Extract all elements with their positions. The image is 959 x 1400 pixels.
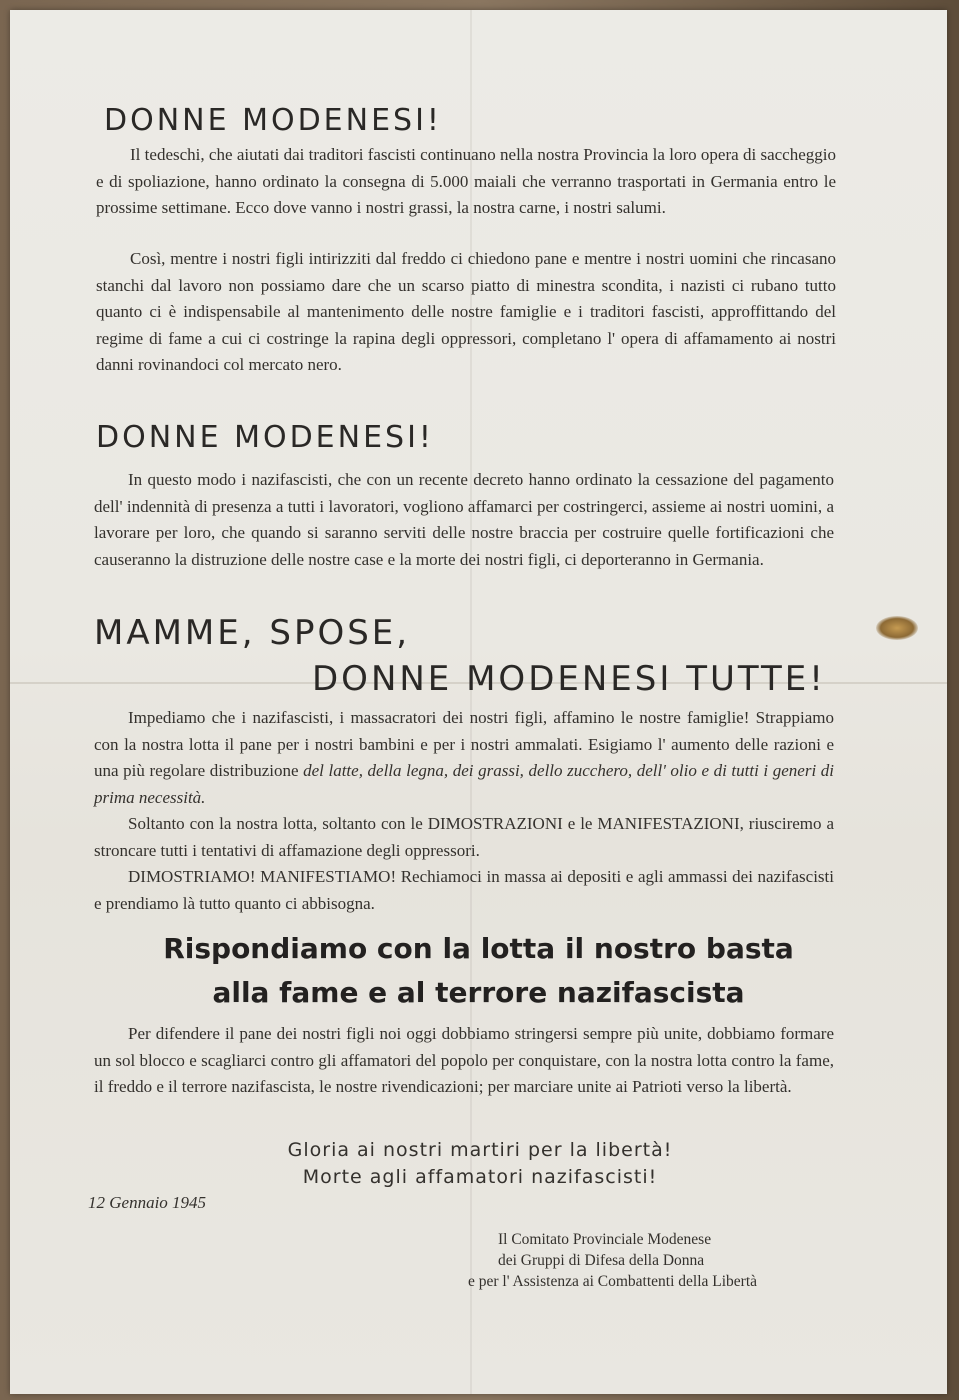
signature-line-1: Il Comitato Provinciale Modenese [498,1231,712,1248]
slogan-morte: Morte agli affamatori nazifascisti! [302,1166,658,1188]
heading-mamme-spose: MAMME, SPOSE, [94,613,411,653]
paragraph-6: DIMOSTRIAMO! MANIFESTIAMO! Rechiamoci in massa ai depositi e agli ammassi dei nazifascisti e prendiamo là tutto quanto ci abbisogna. [94,867,834,913]
banner-line-2: alla fame e al terrore nazifascista [212,976,745,1009]
banner-line-1: Rispondiamo con la lotta il nostro basta [163,932,794,965]
paragraph-3: In questo modo i nazifascisti, che con un recente decreto hanno ordinato la cessazione del pagamento dell' indennità di presenza a tutti i lavoratori, vogliono affamarci per costringerci, assieme ai nostri uomini, a lavorare per loro, che quando si saranno serviti delle nostre braccia per costruire quelle fortificazioni che causeranno la distruzione delle nostre case e la morte dei nostri figli, ci deporteranno in Germania. [94,470,834,569]
paragraph-4-text: Impediamo che i nazifascisti, i massacratori dei nostri figli, affamino le nostre famiglie! Strappiamo con la nostra lotta il pane per i nostri bambini e per i nostri ammalati. Esigiamo l' aumento delle razioni e una più regolare distribuzione [94,708,834,780]
signature-line-2: dei Gruppi di Difesa della Donna [498,1252,705,1269]
date: 12 Gennaio 1945 [88,1193,207,1212]
signature-block [468,1229,848,1292]
paper-damage-hole [876,616,918,640]
paragraph-2: Così, mentre i nostri figli intirizziti dal freddo ci chiedono pane e mentre i nostri uomini che rincasano stanchi dal lavoro non possiamo dare che un scarso piatto di minestra scondita, i nazisti ci rubano tutto quanto ci è indispensabile al mantenimento delle nostre famiglie e i traditori fascisti, approffittando del regime di fame a cui ci costringe la rapina degli oppressori, completano l' opera di affamamento ai nostri danni rovinandoci col mercato nero. [96,249,836,374]
paragraph-1: Il tedeschi, che aiutati dai traditori fascisti continuano nella nostra Provincia la loro opera di saccheggio e di spoliazione, hanno ordinato la consegna di 5.000 maiali che verranno trasportati in Germania entro le prossime settimane. Ecco dove vanno i nostri grassi, la nostra carne, i nostri salumi. [96,145,836,217]
paragraph-4 [94,705,834,811]
paragraph-4-italic: del latte, della legna, dei grassi, dello zucchero, dell' olio e di tutti i generi di prima necessità. [94,761,834,807]
paragraph-5: Soltanto con la nostra lotta, soltanto con le DIMOSTRAZIONI e le MANIFESTAZIONI, riusciremo a stroncare tutti i tentativi di affamazione degli oppressori. [94,814,834,860]
heading-donne-modenesi-tutte: DONNE MODENESI TUTTE! [312,659,826,699]
heading-donne-modenesi-1: DONNE MODENESI! [104,103,442,138]
closing-paragraph: Per difendere il pane dei nostri figli noi oggi dobbiamo stringersi sempre più unite, dobbiamo formare un sol blocco e scagliarci contro gli affamatori del popolo per conquistare, con la nostra lotta contro la fame, il freddo e il terrore nazifascista, le nostre rivendicazioni; per marciare unite ai Patrioti verso la libertà. [94,1024,834,1096]
signature-line-3: e per l' Assistenza ai Combattenti della Libertà [468,1273,758,1290]
leaflet-sheet [10,10,947,1394]
slogan-gloria: Gloria ai nostri martiri per la libertà! [287,1139,673,1161]
heading-donne-modenesi-2: DONNE MODENESI! [96,420,434,455]
